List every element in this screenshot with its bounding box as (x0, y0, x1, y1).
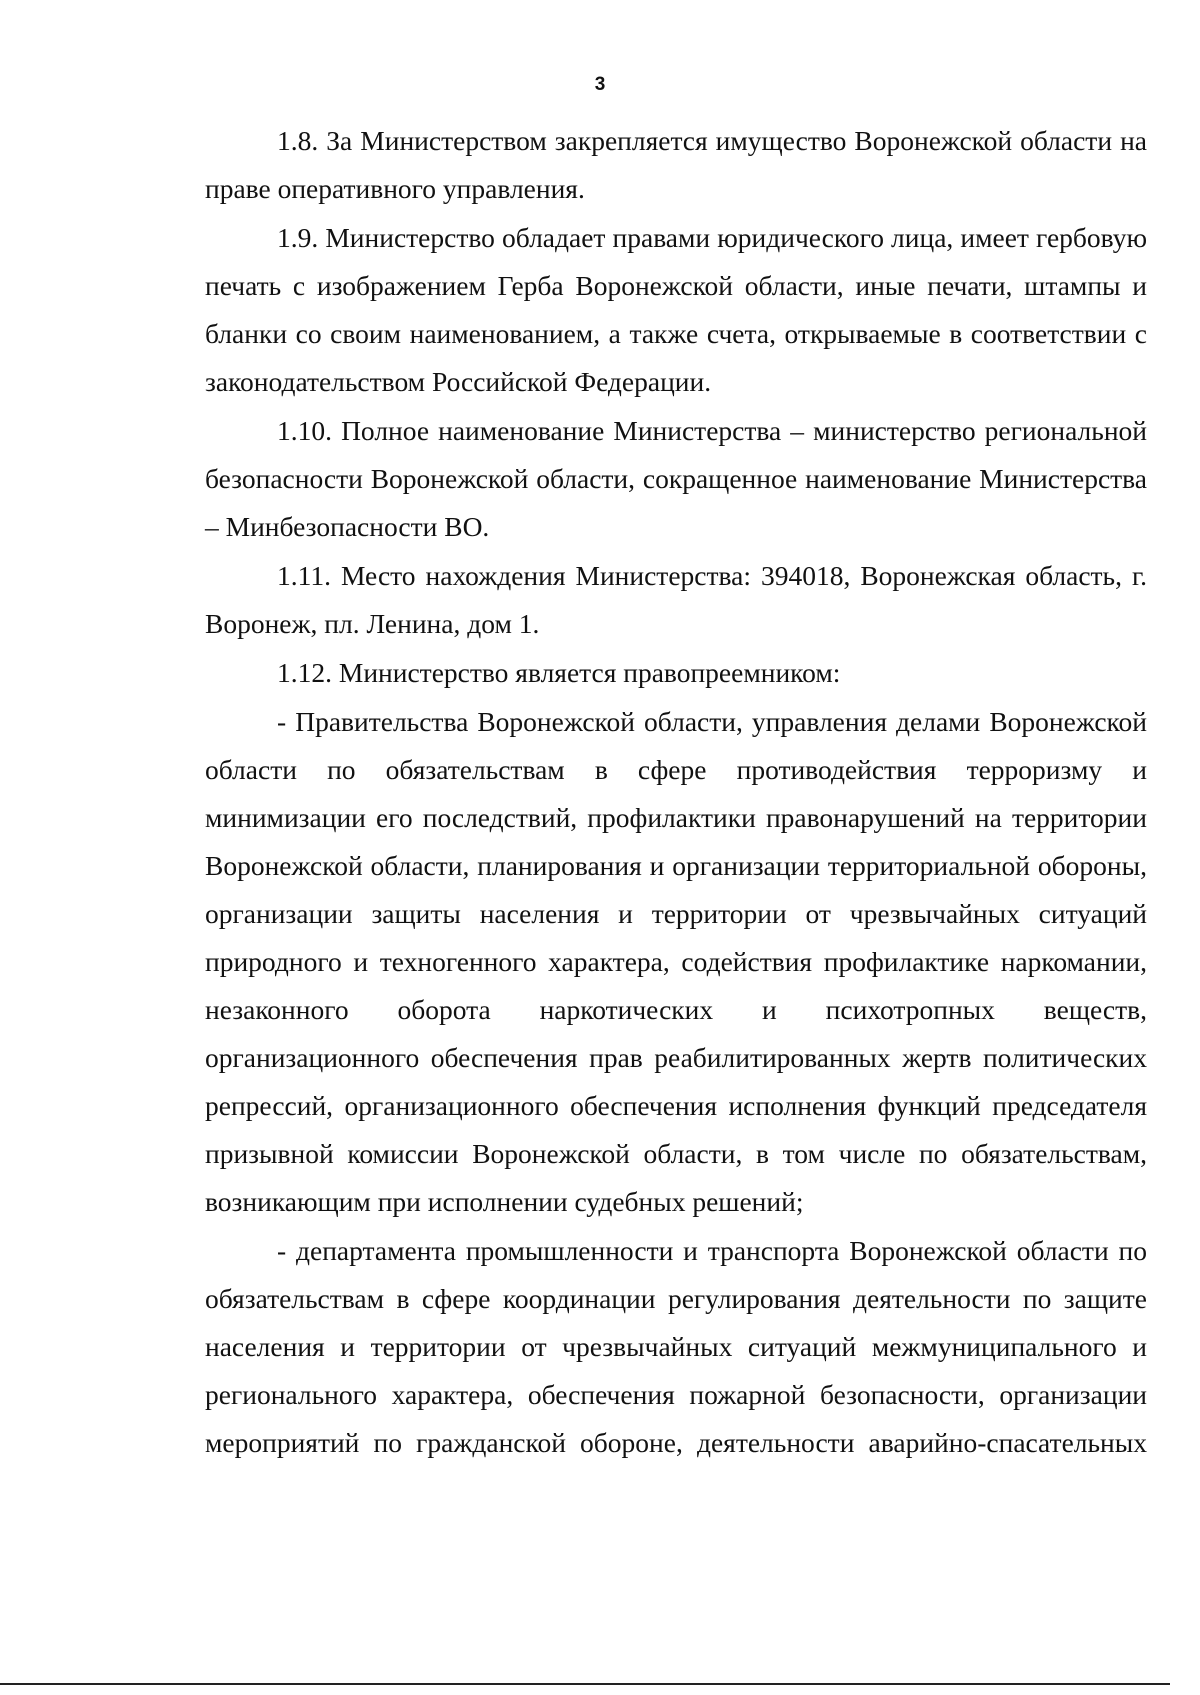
page-number: 3 (594, 74, 606, 95)
paragraph-1-9: 1.9. Министерство обладает правами юридического лица, имеет гербовую печать с изображением Герба Воронежской области, иные печати, штампы и бланки со своим наименованием, а также счета, открываемые в соответствии с законодательством Российской Федерации. (205, 222, 1147, 397)
paragraph-1-12: 1.12. Министерство является правопреемником: (277, 657, 841, 688)
document-body (205, 117, 1147, 1467)
paragraph-1-12-item-government: - Правительства Воронежской области, управления делами Воронежской области по обязательствам в сфере противодействия терроризму и минимизации его последствий, профилактики правонарушений на территории Воронежской области, планирования и организации территориальной обороны, организации защиты населения и территории от чрезвычайных ситуаций природного и техногенного характера, содействия профилактике наркомании, незаконного оборота наркотических и психотропных веществ, организационного обеспечения прав реабилитированных жертв политических репрессий, организационного обеспечения исполнения функций председателя призывной комиссии Воронежской области, в том числе по обязательствам, возникающим при исполнении судебных решений; (205, 706, 1147, 1217)
paragraph-1-12-item-department: - департамента промышленности и транспорта Воронежской области по обязательствам в сфере координации регулирования деятельности по защите населения и территории от чрезвычайных ситуаций межмуниципального и регионального характера, обеспечения пожарной безопасности, организации мероприятий по гражданской обороне, деятельности аварийно-спасательных (205, 1235, 1147, 1458)
paragraph-1-11: 1.11. Место нахождения Министерства: 394018, Воронежская область, г. Воронеж, пл. Ленина, дом 1. (205, 560, 1147, 639)
paragraph-1-10: 1.10. Полное наименование Министерства – министерство региональной безопасности Воронежской области, сокращенное наименование Министерства – Минбезопасности ВО. (205, 415, 1147, 542)
paragraph-1-8: 1.8. За Министерством закрепляется имущество Воронежской области на праве оперативного управления. (205, 125, 1147, 204)
bottom-divider-line (0, 1683, 1170, 1685)
